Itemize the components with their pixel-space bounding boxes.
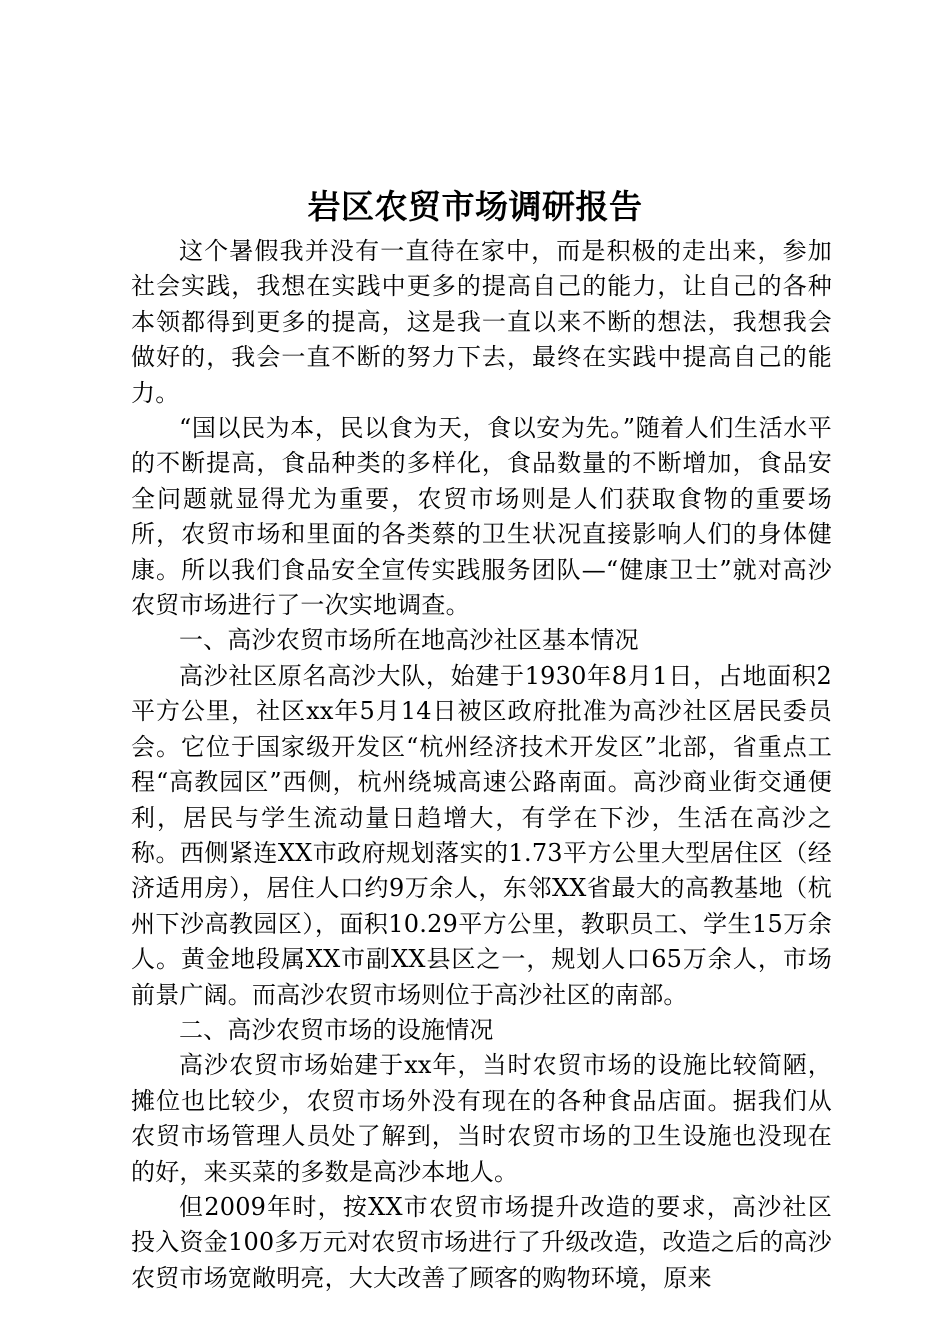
section-heading-facilities: 二、高沙农贸市场的设施情况	[179, 1015, 494, 1044]
paragraph-community: 高沙社区原名高沙大队，始建于1930年8月1日，占地面积2平方公里，社区xx年5月14日被区政府批准为高沙社区居民委员会。它位于国家级开发区“杭州经济技术开发区”北部，省重点工程“高教园区”西侧，杭州绕城高速公路南面。高沙商业街交通便利，居民与学生流动量日趋增大，有学在下沙，生活在高沙之称。西侧紧连XX市政府规划落实的1.73平方公里大型居住区（经济适用房），居住人口约9万余人，东邻XX省最大的高教基地（杭州下沙高教园区），面积10.29平方公里，教职员工、学生15万余人。黄金地段属XX市副XX县区之一，规划人口65万余人，市场前景广阔。而高沙农贸市场则位于高沙社区的南部。	[131, 661, 832, 1009]
paragraph-facilities-upgrade: 但2009年时，按XX市农贸市场提升改造的要求，高沙社区投入资金100多万元对农贸市场进行了升级改造，改造之后的高沙农贸市场宽敞明亮，大大改善了顾客的购物环境，原来	[131, 1192, 832, 1292]
paragraph-facilities-history: 高沙农贸市场始建于xx年，当时农贸市场的设施比较简陋，摊位也比较少，农贸市场外没有现在的各种食品店面。据我们从农贸市场管理人员处了解到，当时农贸市场的卫生设施也没现在的好，来买菜的多数是高沙本地人。	[131, 1051, 832, 1186]
document-body	[131, 234, 832, 1296]
section-heading-community: 一、高沙农贸市场所在地高沙社区基本情况	[179, 626, 639, 655]
paragraph-food-safety: “国以民为本，民以食为天，食以安为先。”随着人们生活水平的不断提高，食品种类的多样化，食品数量的不断增加，食品安全问题就显得尤为重要，农贸市场则是人们获取食物的重要场所，农贸市场和里面的各类蔡的卫生状况直接影响人们的身体健康。所以我们食品安全宣传实践服务团队—“健康卫士”就对高沙农贸市场进行了一次实地调查。	[131, 414, 832, 620]
paragraph-intro: 这个暑假我并没有一直待在家中，而是积极的走出来，参加社会实践，我想在实践中更多的提高自己的能力，让自己的各种本领都得到更多的提高，这是我一直以来不断的想法，我想我会做好的，我会一直不断的努力下去，最终在实践中提高自己的能力。	[131, 237, 832, 407]
document-title: 岩区农贸市场调研报告	[307, 187, 643, 226]
